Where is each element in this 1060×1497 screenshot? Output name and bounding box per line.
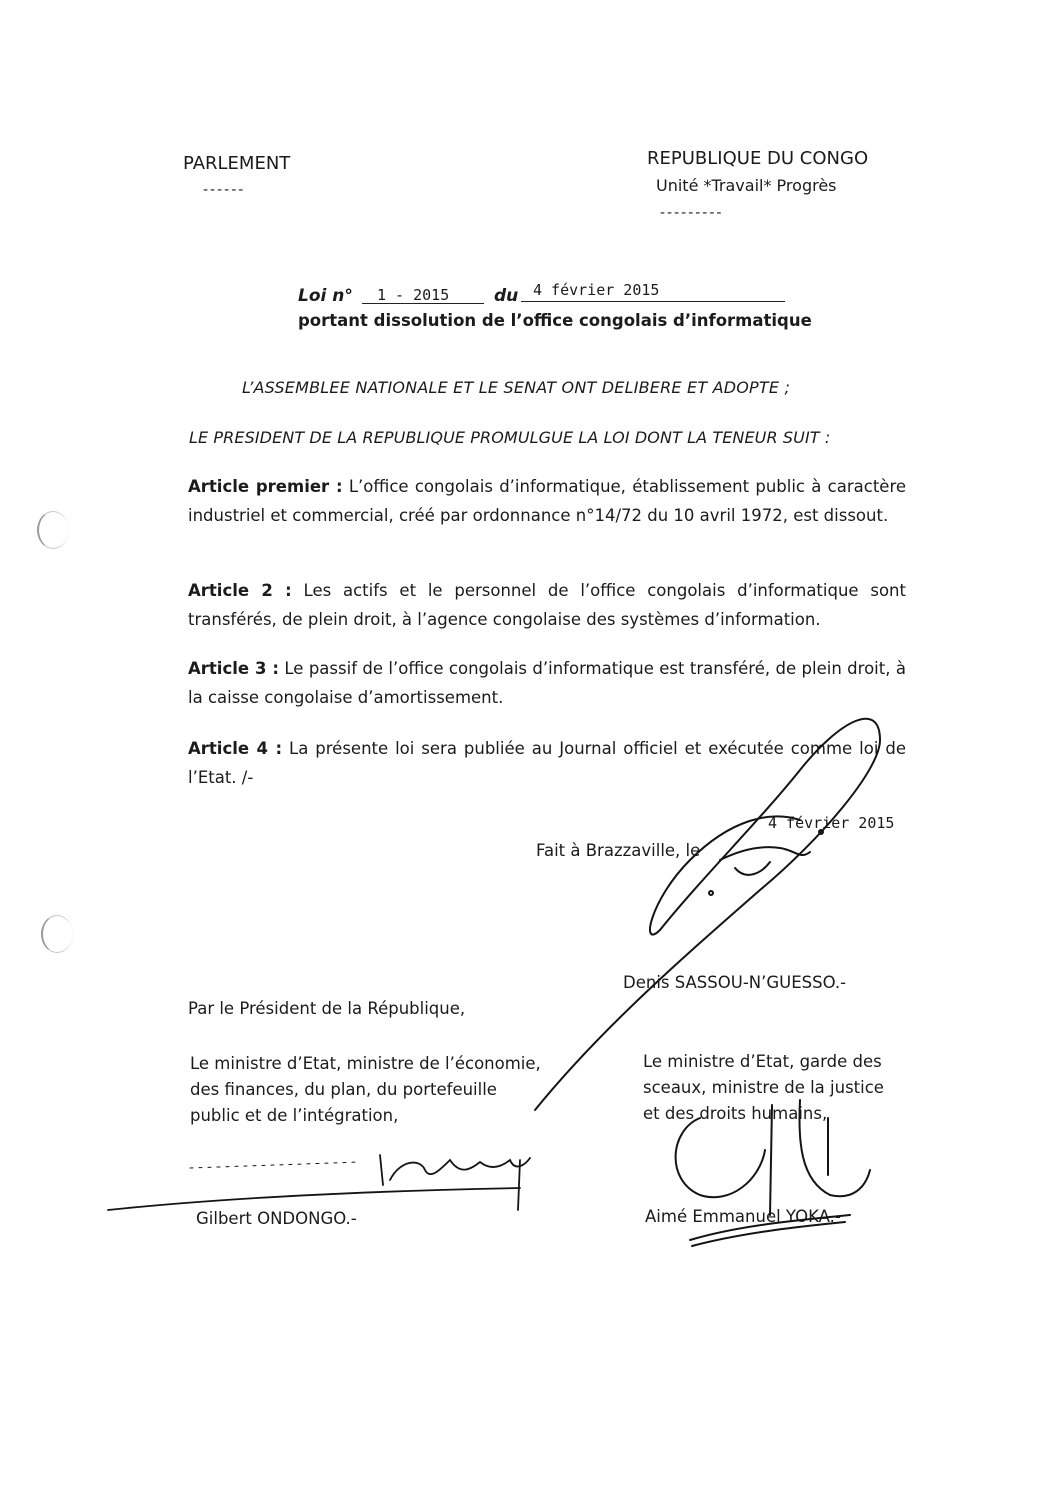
parliament-rule: ------ [203, 182, 246, 198]
parliament-title: PARLEMENT [183, 153, 291, 174]
left-title-line: des finances, du plan, du portefeuille [190, 1080, 497, 1099]
law-subject: portant dissolution de l’office congolais d’informatique [298, 311, 812, 330]
preamble-promulgation: LE PRESIDENT DE LA REPUBLIQUE PROMULGUE LA LOI DONT LA TENEUR SUIT : [189, 428, 831, 447]
right-title-line: Le ministre d’Etat, garde des [643, 1052, 882, 1071]
right-title-line: et des droits humains, [643, 1104, 828, 1123]
left-title-line: public et de l’intégration, [190, 1106, 399, 1125]
article-label: Article 4 : [188, 739, 283, 758]
article-label: Article 2 : [188, 581, 292, 600]
republic-rule: --------- [660, 205, 724, 221]
republic-motto: Unité *Travail* Progrès [656, 176, 837, 195]
law-prefix: Loi n° [298, 286, 353, 306]
law-date: 4 février 2015 [533, 281, 660, 299]
left-signatory-name: Gilbert ONDONGO.- [196, 1209, 357, 1228]
preamble-adoption: L’ASSEMBLEE NATIONALE ET LE SENAT ONT DELIBERE ET ADOPTE ; [242, 378, 791, 397]
law-du: du [494, 286, 519, 306]
article-text: La présente loi sera publiée au Journal officiel et exécutée comme loi de l’Etat. /- [188, 739, 906, 787]
signing-place: Fait à Brazzaville, le [536, 841, 701, 860]
law-number: 1 - 2015 [377, 286, 450, 304]
right-signatory-name: Aimé Emmanuel YOKA.- [645, 1207, 841, 1226]
republic-title: REPUBLIQUE DU CONGO [647, 148, 869, 169]
left-title-line: Le ministre d’Etat, ministre de l’économie, [190, 1054, 541, 1073]
article-label: Article premier : [188, 477, 343, 496]
president-name: Denis SASSOU-N’GUESSO.- [623, 973, 847, 992]
article-text: Les actifs et le personnel de l’office congolais d’informatique sont transférés, de plein droit, à l’agence congolaise des systèmes d’information. [188, 581, 906, 629]
article-text: L’office congolais d’informatique, établissement public à caractère industriel et commercial, créé par ordonnance n°14/72 du 10 avril 1972, est dissout. [188, 477, 907, 525]
article-text: Le passif de l’office congolais d’informatique est transféré, de plein droit, à la caisse congolaise d’amortissement. [188, 659, 906, 707]
article-label: Article 3 : [188, 659, 279, 678]
right-title-line: sceaux, ministre de la justice [643, 1078, 884, 1097]
signing-date: 4 février 2015 [768, 814, 895, 832]
by-president: Par le Président de la République, [188, 999, 466, 1018]
